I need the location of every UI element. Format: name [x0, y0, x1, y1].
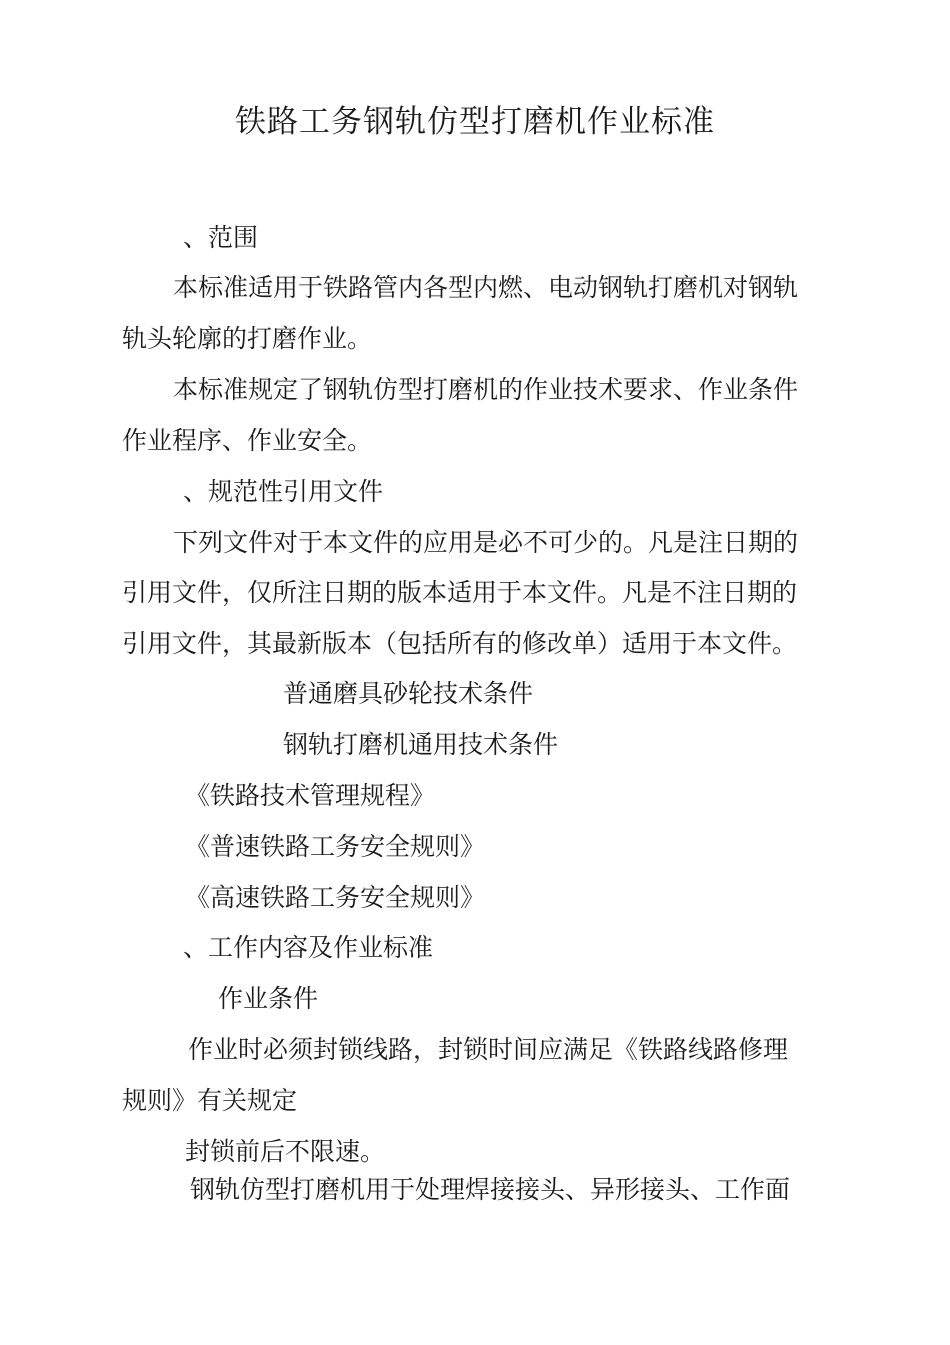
section-heading-scope: 、范围	[183, 223, 259, 252]
paragraph-line: 本标准规定了钢轨仿型打磨机的作业技术要求、作业条件	[173, 375, 799, 404]
section-heading-references: 、规范性引用文件	[183, 477, 384, 506]
reference-item: 《高速铁路工务安全规则》	[185, 883, 486, 912]
paragraph-line: 本标准适用于铁路管内各型内燃、电动钢轨打磨机对钢轨	[173, 273, 799, 302]
paragraph-line: 引用文件，仅所注日期的版本适用于本文件。凡是不注日期的	[122, 578, 798, 607]
paragraph-line: 作业时必须封锁线路，封锁时间应满足《铁路线路修理	[188, 1035, 789, 1064]
reference-item: 《普速铁路工务安全规则》	[185, 832, 486, 861]
section-heading-work-content: 、工作内容及作业标准	[183, 933, 434, 962]
reference-item: 《铁路技术管理规程》	[185, 781, 436, 810]
reference-item: 普通磨具砂轮技术条件	[283, 679, 534, 708]
reference-item: 钢轨打磨机通用技术条件	[283, 730, 559, 759]
paragraph-line: 下列文件对于本文件的应用是必不可少的。凡是注日期的	[173, 528, 799, 557]
paragraph-line: 钢轨仿型打磨机用于处理焊接接头、异形接头、工作面	[190, 1175, 791, 1204]
paragraph-line: 引用文件，其最新版本（包括所有的修改单）适用于本文件。	[122, 629, 798, 658]
paragraph-line: 规则》有关规定	[122, 1086, 298, 1115]
subsection-heading-conditions: 作业条件	[218, 984, 319, 1013]
paragraph-line: 轨头轮廓的打磨作业。	[122, 324, 373, 353]
paragraph-line: 封锁前后不限速。	[185, 1137, 386, 1166]
paragraph-line: 作业程序、作业安全。	[122, 426, 373, 455]
document-title: 铁路工务钢轨仿型打磨机作业标准	[235, 104, 715, 140]
